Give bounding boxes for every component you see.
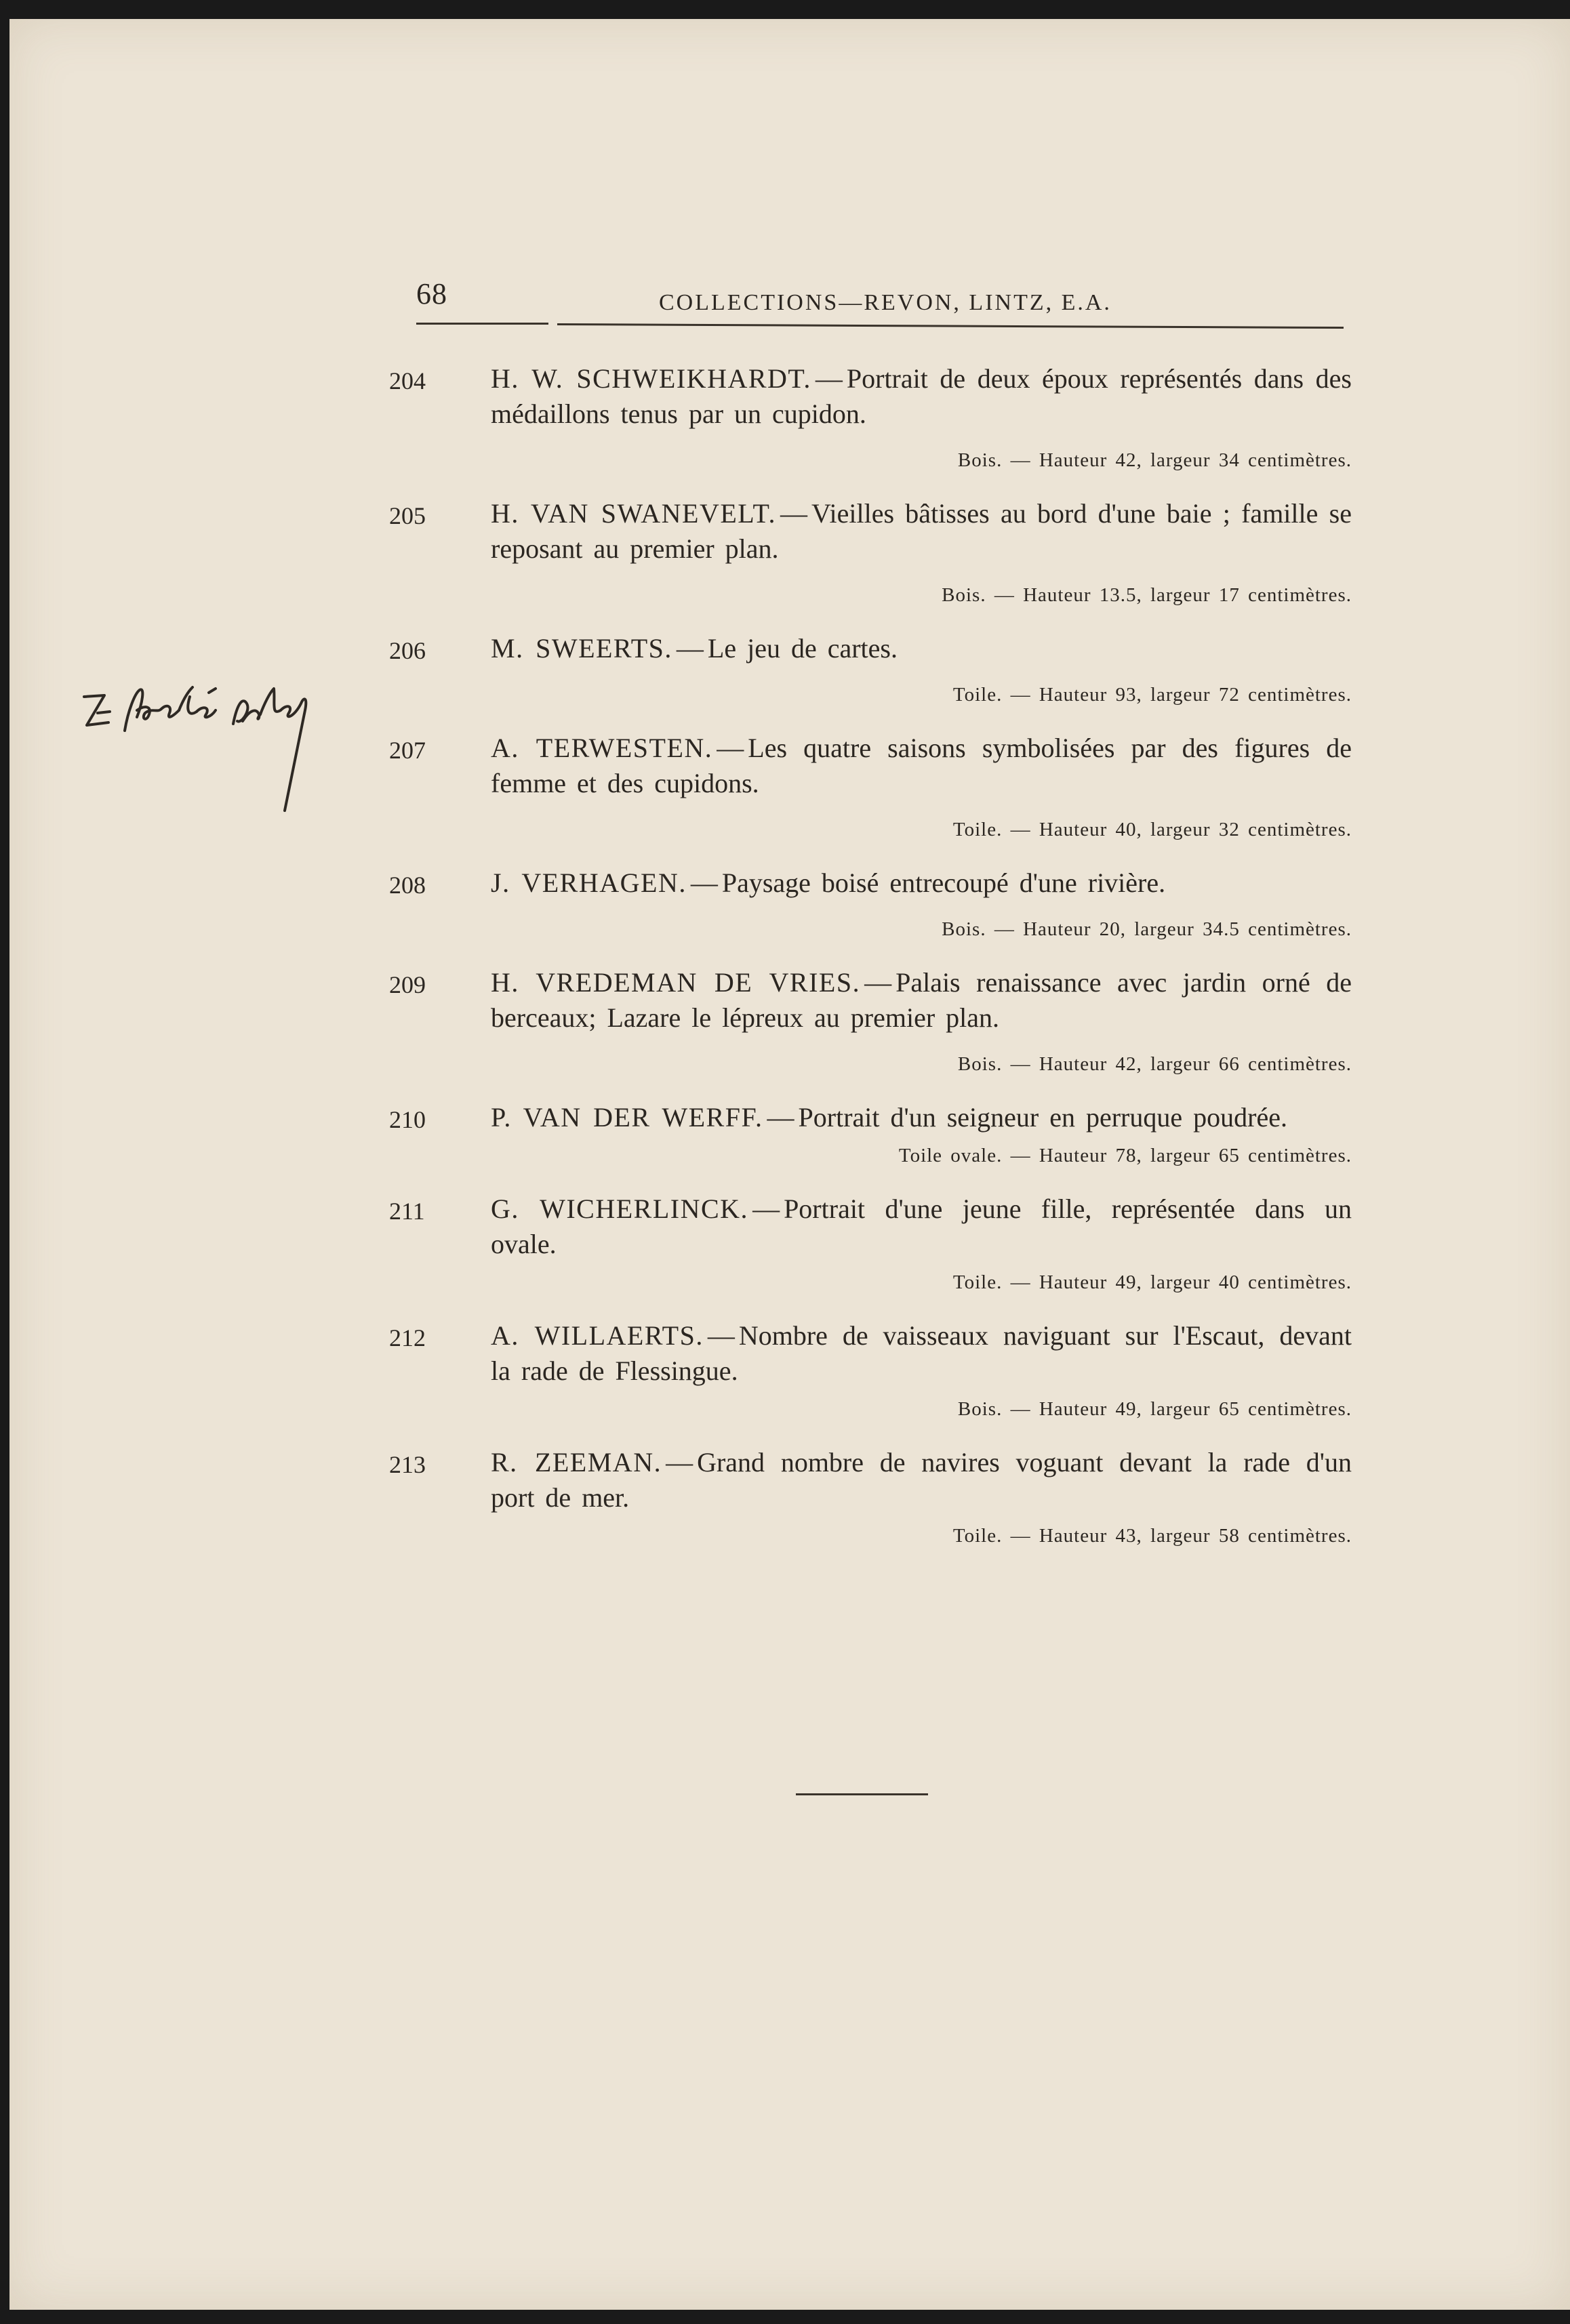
entry-dimensions: Toile. — Hauteur 49, largeur 40 centimètres. bbox=[952, 1271, 1352, 1293]
entry-number: 213 bbox=[389, 1451, 426, 1478]
entry-number: 212 bbox=[389, 1324, 426, 1351]
entry-212 bbox=[389, 1318, 1352, 1421]
dash: — bbox=[690, 868, 718, 898]
entry-description: Portrait de deux époux représentés dans des médaillons tenus par un cupidon. bbox=[491, 363, 1352, 429]
entry-description: Paysage boisé entrecoupé d'une rivière. bbox=[721, 868, 1166, 898]
catalogue-entries bbox=[389, 361, 1352, 1547]
entry-211 bbox=[389, 1191, 1352, 1294]
entry-description: Palais renaissance avec jardin orné de berceaux; Lazare le lépreux au premier plan. bbox=[491, 967, 1352, 1033]
entry-dimensions: Bois. — Hauteur 42, largeur 66 centimètres. bbox=[957, 1053, 1352, 1075]
entry-text bbox=[491, 865, 1352, 901]
entry-description: Les quatre saisons symbolisées par des figures de femme et des cupidons. bbox=[491, 733, 1352, 798]
artist-name: P. VAN DER WERFF. bbox=[491, 1102, 763, 1133]
entry-description: Grand nombre de navires voguant devant la rade d'un port de mer. bbox=[491, 1447, 1352, 1513]
entry-number: 206 bbox=[389, 637, 426, 664]
artist-name: A. WILLAERTS. bbox=[491, 1320, 704, 1351]
dash: — bbox=[780, 498, 808, 529]
entry-number: 205 bbox=[389, 502, 426, 529]
entry-number: 204 bbox=[389, 367, 426, 394]
entry-210 bbox=[389, 1100, 1352, 1167]
entry-description: Vieilles bâtisses au bord d'une baie ; famille se reposant au premier plan. bbox=[491, 498, 1352, 564]
entry-dimensions: Bois. — Hauteur 13.5, largeur 17 centimètres. bbox=[942, 584, 1352, 606]
dash: — bbox=[767, 1102, 794, 1133]
entry-209 bbox=[389, 965, 1352, 1076]
handwritten-annotation bbox=[77, 683, 335, 819]
entry-207 bbox=[389, 731, 1352, 841]
entry-description: Le jeu de cartes. bbox=[707, 633, 898, 664]
entry-text bbox=[491, 496, 1352, 567]
artist-name: H. W. SCHWEIKHARDT. bbox=[491, 363, 811, 394]
artist-name: A. TERWESTEN. bbox=[491, 733, 713, 763]
entry-description: Portrait d'une jeune fille, représentée dans un ovale. bbox=[491, 1194, 1352, 1259]
entry-text bbox=[491, 1100, 1352, 1135]
dash: — bbox=[717, 733, 744, 763]
artist-name: G. WICHERLINCK. bbox=[491, 1194, 749, 1224]
dash: — bbox=[752, 1194, 780, 1224]
artist-name: H. VREDEMAN DE VRIES. bbox=[491, 967, 861, 998]
entry-number: 208 bbox=[389, 872, 426, 899]
entry-213 bbox=[389, 1445, 1352, 1547]
entry-208 bbox=[389, 865, 1352, 941]
catalogue-page bbox=[9, 19, 1570, 2310]
header-rule-right bbox=[557, 323, 1344, 329]
entry-dimensions: Bois. — Hauteur 42, largeur 34 centimètres. bbox=[957, 449, 1352, 471]
entry-text bbox=[491, 965, 1352, 1036]
entry-text bbox=[491, 361, 1352, 432]
entry-text bbox=[491, 1318, 1352, 1389]
header-rule-left bbox=[416, 323, 548, 325]
entry-number: 207 bbox=[389, 737, 426, 764]
artist-name: R. ZEEMAN. bbox=[491, 1447, 662, 1477]
entry-dimensions: Toile. — Hauteur 93, largeur 72 centimètres. bbox=[952, 684, 1352, 706]
dash: — bbox=[864, 967, 892, 998]
entry-number: 209 bbox=[389, 971, 426, 998]
entry-dimensions: Toile. — Hauteur 43, largeur 58 centimètres. bbox=[952, 1525, 1352, 1547]
entry-dimensions: Toile. — Hauteur 40, largeur 32 centimètres. bbox=[952, 819, 1352, 840]
dash: — bbox=[815, 363, 843, 394]
end-of-section-rule bbox=[796, 1793, 928, 1795]
dash: — bbox=[676, 633, 704, 664]
artist-name: J. VERHAGEN. bbox=[491, 868, 687, 898]
dash: — bbox=[666, 1447, 693, 1477]
entry-dimensions: Toile ovale. — Hauteur 78, largeur 65 centimètres. bbox=[898, 1145, 1352, 1166]
entry-dimensions: Bois. — Hauteur 20, largeur 34.5 centimètres. bbox=[942, 918, 1352, 940]
entry-text bbox=[491, 631, 1352, 666]
entry-description: Nombre de vaisseaux naviguant sur l'Escaut, devant la rade de Flessingue. bbox=[491, 1320, 1352, 1386]
artist-name: H. VAN SWANEVELT. bbox=[491, 498, 777, 529]
entry-text bbox=[491, 731, 1352, 801]
artist-name: M. SWEERTS. bbox=[491, 633, 672, 664]
entry-204 bbox=[389, 361, 1352, 472]
entry-text bbox=[491, 1445, 1352, 1515]
entry-number: 210 bbox=[389, 1106, 426, 1133]
entry-205 bbox=[389, 496, 1352, 607]
page-number: 68 bbox=[416, 277, 447, 310]
dash: — bbox=[707, 1320, 735, 1351]
running-head: COLLECTIONS—REVON, LINTZ, E.A. bbox=[659, 290, 1112, 315]
entry-206 bbox=[389, 631, 1352, 706]
entry-description: Portrait d'un seigneur en perruque poudrée. bbox=[798, 1102, 1287, 1133]
entry-text bbox=[491, 1191, 1352, 1262]
entry-dimensions: Bois. — Hauteur 49, largeur 65 centimètres. bbox=[957, 1398, 1352, 1420]
entry-number: 211 bbox=[389, 1198, 425, 1225]
